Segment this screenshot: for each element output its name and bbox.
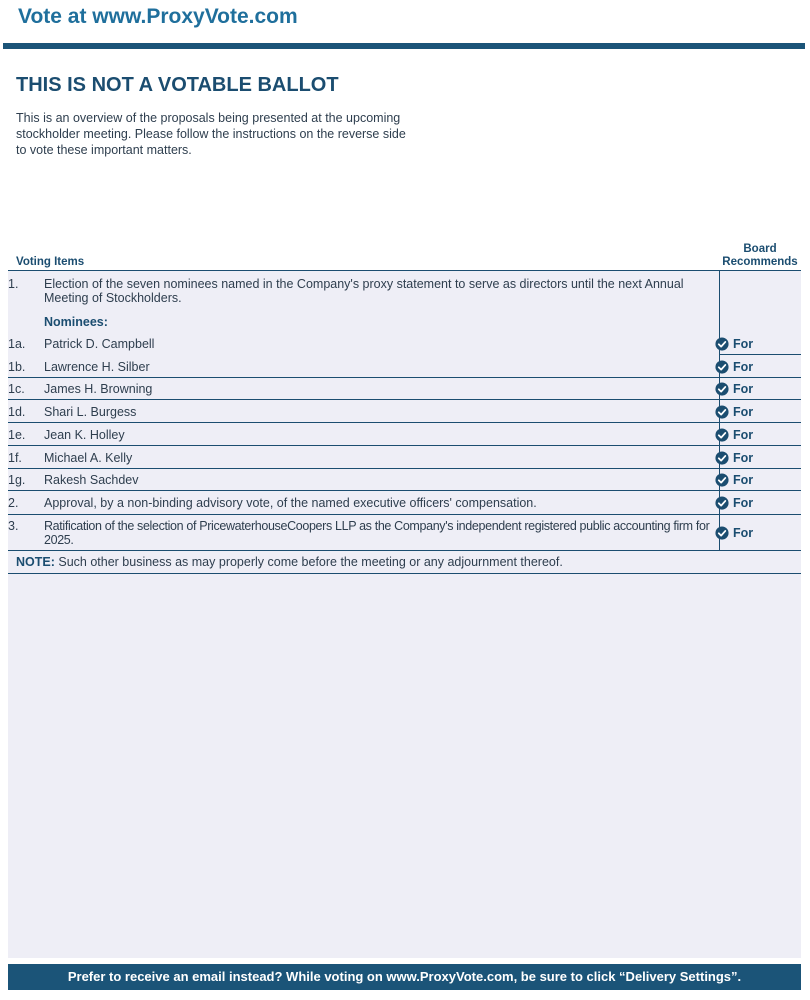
item-2-recommendation-label: For xyxy=(733,496,754,510)
nominee-name: Patrick D. Campbell xyxy=(44,337,155,351)
nominee-recommendation-label: For xyxy=(733,451,754,465)
item-3-number: 3. xyxy=(8,519,19,533)
column-header-recommends: Recommends xyxy=(722,256,798,268)
row-rule xyxy=(8,399,801,400)
note xyxy=(16,555,563,569)
header-title: Vote at www.ProxyVote.com xyxy=(18,5,298,28)
check-circle-icon xyxy=(715,473,729,487)
nominee-recommendation xyxy=(715,360,753,374)
item-1-text: Election of the seven nominees named in the Company's proxy statement to serve as directors until the next Annual Meeting of Stockholders. xyxy=(44,277,684,305)
check-circle-icon xyxy=(715,382,729,396)
item-3-recommendation-label: For xyxy=(733,526,754,540)
row-rule xyxy=(8,514,801,515)
nominee-name: Shari L. Burgess xyxy=(44,405,137,419)
check-circle-icon xyxy=(715,451,729,465)
voting-table xyxy=(8,271,801,958)
nominee-name: James H. Browning xyxy=(44,382,153,396)
item-3-text: Ratification of the selection of PricewaterhouseCoopers LLP as the Company's independent registered public accounting firm for 2025. xyxy=(44,519,710,547)
nominees-label: Nominees: xyxy=(44,315,108,329)
nominee-name: Lawrence H. Silber xyxy=(44,360,150,374)
row-rule xyxy=(8,377,801,378)
check-circle-icon xyxy=(715,337,729,351)
check-circle-icon xyxy=(715,526,729,540)
nominee-name: Jean K. Holley xyxy=(44,428,125,442)
nominee-number: 1b. xyxy=(8,360,26,374)
intro-text: This is an overview of the proposals being presented at the upcoming stockholder meeting. Please follow the instructions on the reverse side to vote these important matters. xyxy=(16,111,406,157)
item-3-recommendation xyxy=(715,526,753,540)
column-header-board: Board xyxy=(743,243,777,255)
row-rule xyxy=(8,445,801,446)
header-rule xyxy=(3,43,805,49)
note-rule xyxy=(8,573,801,574)
nominee-number: 1c. xyxy=(8,382,25,396)
nominee-recommendation-label: For xyxy=(733,428,754,442)
nominee-recommendation-label: For xyxy=(733,382,754,396)
nominee-recommendation-label: For xyxy=(733,360,754,374)
column-header-voting-items: Voting Items xyxy=(16,256,85,268)
row-rule xyxy=(8,550,801,551)
footer-banner: Prefer to receive an email instead? While voting on www.ProxyVote.com, be sure to click “Delivery Settings”. xyxy=(8,964,801,990)
nominee-recommendation xyxy=(715,337,753,351)
nominee-name: Rakesh Sachdev xyxy=(44,473,139,487)
nominee-recommendation xyxy=(715,451,753,465)
item-2-number: 2. xyxy=(8,496,19,510)
nominee-recommendation-label: For xyxy=(733,337,754,351)
row-rule xyxy=(719,354,801,355)
nominee-recommendation xyxy=(715,405,753,419)
row-rule xyxy=(8,422,801,423)
nominee-recommendation xyxy=(715,473,753,487)
nominee-recommendation-label: For xyxy=(733,405,754,419)
nominee-recommendation xyxy=(715,382,753,396)
check-circle-icon xyxy=(715,496,729,510)
nominee-number: 1a. xyxy=(8,337,26,351)
check-circle-icon xyxy=(715,405,729,419)
note-text: Such other business as may properly come before the meeting or any adjournment thereof. xyxy=(54,555,563,569)
nominee-recommendation xyxy=(715,428,753,442)
nominee-name: Michael A. Kelly xyxy=(44,451,133,465)
column-header-board-recommends xyxy=(718,243,802,269)
nominee-number: 1e. xyxy=(8,428,26,442)
check-circle-icon xyxy=(715,428,729,442)
row-rule xyxy=(8,490,801,491)
item-2-text: Approval, by a non-binding advisory vote, of the named executive officers' compensation. xyxy=(44,496,537,510)
nominee-recommendation-label: For xyxy=(733,473,754,487)
ballot-title: THIS IS NOT A VOTABLE BALLOT xyxy=(16,74,339,96)
row-rule xyxy=(8,468,801,469)
check-circle-icon xyxy=(715,360,729,374)
nominee-number: 1f. xyxy=(8,451,22,465)
nominee-number: 1g. xyxy=(8,473,26,487)
nominee-number: 1d. xyxy=(8,405,26,419)
item-1-number: 1. xyxy=(8,277,19,291)
note-label: NOTE: xyxy=(16,555,55,569)
table-header-rule xyxy=(8,270,801,271)
item-2-recommendation xyxy=(715,496,753,510)
